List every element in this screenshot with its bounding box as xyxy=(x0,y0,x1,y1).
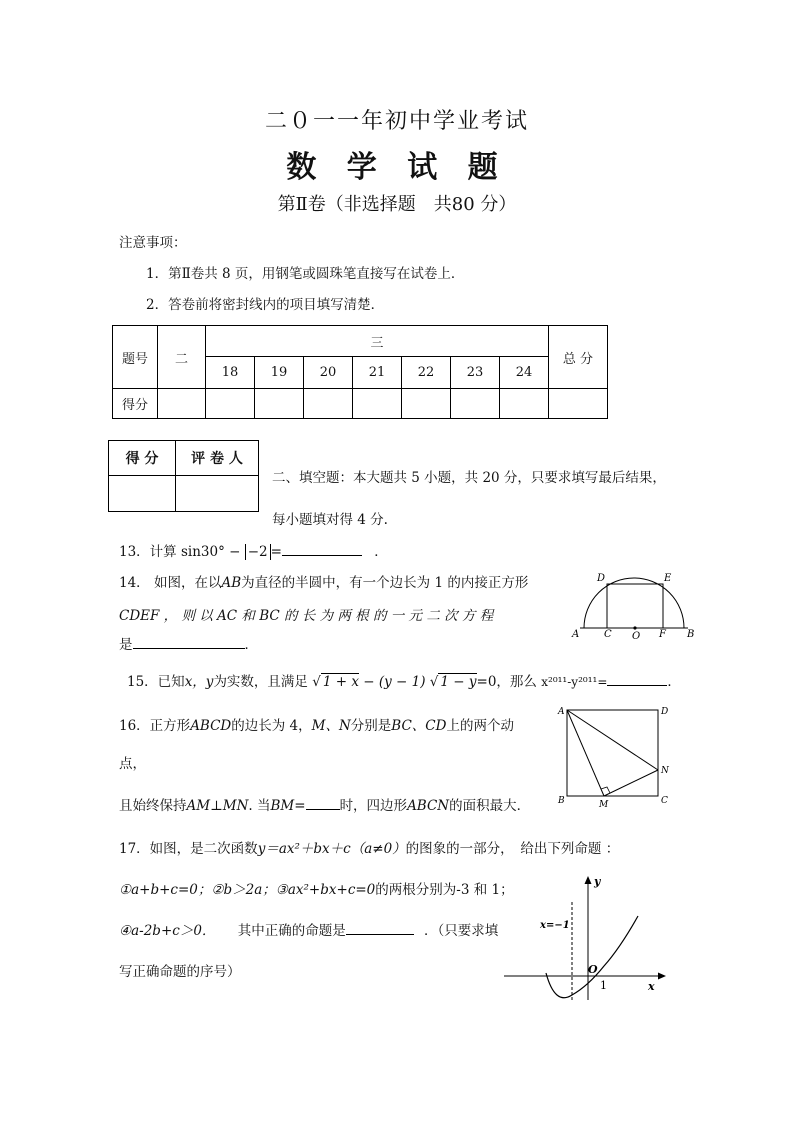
q14-text: 14． 如图，在以 xyxy=(119,575,222,591)
y-axis-arrow xyxy=(585,876,592,884)
question-number: 20 xyxy=(304,357,353,389)
q14-answer-blank[interactable] xyxy=(133,634,245,649)
question-number: 24 xyxy=(500,357,549,389)
parabola-figure xyxy=(500,868,672,1003)
q17-answer-blank[interactable] xyxy=(346,920,414,935)
square-figure xyxy=(555,703,675,808)
origin-label: O xyxy=(588,963,598,976)
label-b: B xyxy=(558,796,565,806)
segment-mn xyxy=(604,770,658,796)
q13-answer-blank[interactable] xyxy=(282,541,362,556)
q15-text: =0，那么 xyxy=(476,674,537,690)
score-cell[interactable] xyxy=(206,389,255,419)
center-point xyxy=(633,626,636,629)
label-f: F xyxy=(659,629,666,640)
question-14-line1 xyxy=(119,571,528,591)
label-b: B xyxy=(687,629,695,640)
q16-var: BC、CD xyxy=(391,718,447,734)
q16-text: 且始终保持 xyxy=(119,798,187,814)
question-number: 23 xyxy=(451,357,500,389)
question-16-line2: 点， xyxy=(119,756,146,772)
q16-text: 时，四边形 xyxy=(339,798,408,814)
q16-var: ABCD xyxy=(190,718,232,734)
label-e: E xyxy=(664,573,672,584)
q16-var: M、N xyxy=(311,718,351,734)
q14-text: 为直径的半圆中，有一个边长为 1 的内接正方形 xyxy=(241,575,529,591)
question-15 xyxy=(127,670,681,690)
q17-text: 17．如图，是二次函数 xyxy=(119,841,258,857)
question-17-line2 xyxy=(119,878,514,898)
q15-answer-blank[interactable] xyxy=(607,671,667,686)
label-d: D xyxy=(661,707,669,717)
grader-score-cell[interactable] xyxy=(109,476,176,512)
question-number-label: 题号 xyxy=(113,326,158,389)
q15-text: 为实数，且满足 xyxy=(213,674,308,690)
section2-instruction-cont: 每小题填对得 4 分. xyxy=(272,512,388,528)
score-cell[interactable] xyxy=(451,389,500,419)
question-number: 22 xyxy=(402,357,451,389)
q16-text: 16．正方形 xyxy=(119,718,191,734)
q17-statements: ①a+b+c=0；②b＞2a；③ax²+bx+c=0 xyxy=(119,882,376,898)
q16-text: 的面积最大． xyxy=(449,798,531,814)
inscribed-square xyxy=(607,584,663,628)
label-c: C xyxy=(661,796,668,806)
question-17-line1 xyxy=(119,837,619,857)
sqrt-symbol: √ xyxy=(429,674,439,690)
score-cell[interactable] xyxy=(353,389,402,419)
q16-text: 分别是 xyxy=(350,718,392,734)
q16-text: 上的两个动 xyxy=(446,718,514,734)
q13-prefix: 13．计算 sin30° − xyxy=(119,544,241,560)
segment-am xyxy=(567,710,604,796)
q17-text: 的两根分别为-3 和 1； xyxy=(375,882,514,898)
q13-period: ． xyxy=(374,544,388,560)
q13-equals: = xyxy=(270,544,282,560)
y-axis-label: y xyxy=(594,875,601,888)
question-number: 19 xyxy=(255,357,304,389)
q15-radicand-1: 1 + x xyxy=(322,674,359,690)
sqrt-symbol: √ xyxy=(312,674,321,690)
q15-period: ． xyxy=(667,674,681,690)
label-m: M xyxy=(599,800,609,808)
q16-text: . 当 xyxy=(248,798,271,814)
label-a: A xyxy=(572,629,580,640)
q14-ab: AB xyxy=(221,575,242,591)
score-cell[interactable] xyxy=(304,389,353,419)
notes-item-2: 2．答卷前将密封线内的项目填写清楚． xyxy=(146,297,385,313)
q15-middle-term: − (y − 1) xyxy=(358,674,426,690)
grader-name-label: 评 卷 人 xyxy=(176,441,259,476)
q15-expression: x²⁰¹¹-y²⁰¹¹= xyxy=(541,675,608,689)
question-13 xyxy=(119,540,388,560)
label-a: A xyxy=(558,707,565,717)
exam-subject-title: 数 学 试 题 xyxy=(286,150,508,185)
question-14-line2: CDEF ， 则 以 AC 和 BC 的 长 为 两 根 的 一 元 二 次 方 程 xyxy=(119,608,494,624)
q13-absolute-value: −2 xyxy=(245,544,271,560)
section2-instruction: 二、填空题：本大题共 5 小题，共 20 分，只要求填写最后结果， xyxy=(272,470,666,486)
question-14-line3 xyxy=(119,633,258,653)
q16-var: AM⊥MN xyxy=(186,798,249,814)
semicircle-figure xyxy=(570,570,700,642)
q17-text: 其中正确的命题是 xyxy=(237,923,346,939)
score-cell[interactable] xyxy=(500,389,549,419)
score-cell[interactable] xyxy=(255,389,304,419)
q17-text: 的图象的一部分， 给出下列命题 ： xyxy=(405,841,620,857)
grader-score-label: 得 分 xyxy=(109,441,176,476)
square-abcd xyxy=(567,710,658,796)
x-axis-label: x xyxy=(648,980,655,993)
q15-vars: x，y xyxy=(184,674,214,690)
question-17-line4: 写正确命题的序号） xyxy=(119,964,241,980)
q15-text: 15．已知 xyxy=(127,674,185,690)
col-total-label: 总 分 xyxy=(549,326,608,389)
question-number: 18 xyxy=(206,357,255,389)
q14-period: ． xyxy=(244,637,258,653)
score-cell[interactable] xyxy=(549,389,608,419)
q17-text: ．（只要求填 xyxy=(424,923,499,939)
q16-var: ABCN xyxy=(407,798,450,814)
symmetry-label: x=−1 xyxy=(540,920,570,931)
question-16-line1 xyxy=(119,714,514,734)
semicircle-arc xyxy=(584,578,684,628)
q17-statement-4: ④a-2b+c＞0． xyxy=(119,923,216,939)
question-17-line3 xyxy=(119,919,498,939)
question-number: 21 xyxy=(353,357,402,389)
tick-label-one: 1 xyxy=(600,979,607,992)
q16-var: BM= xyxy=(270,798,306,814)
q16-text: 的边长为 4， xyxy=(231,718,312,734)
grader-box xyxy=(108,440,259,512)
q15-radicand-2: 1 − y xyxy=(440,674,477,690)
q14-text: 是 xyxy=(119,637,133,653)
label-d: D xyxy=(597,573,606,584)
score-table xyxy=(112,325,608,419)
x-axis-arrow xyxy=(658,973,666,980)
q16-answer-blank[interactable] xyxy=(306,795,340,810)
exam-header-title: 二０一一年初中学业考试 xyxy=(264,109,529,134)
col-two-label: 二 xyxy=(158,326,206,389)
notes-heading: 注意事项： xyxy=(119,235,187,251)
label-c: C xyxy=(604,629,612,640)
exam-section-title: 第Ⅱ卷（非选择题 共80 分） xyxy=(277,194,517,215)
segment-an xyxy=(567,710,658,770)
label-n: N xyxy=(661,766,669,776)
label-o: O xyxy=(632,631,641,642)
score-cell[interactable] xyxy=(402,389,451,419)
q17-function: y＝ax²＋bx＋c（a≠0） xyxy=(257,841,406,857)
question-16-line3 xyxy=(119,794,530,814)
score-row-label: 得分 xyxy=(113,389,158,419)
notes-item-1: 1．第Ⅱ卷共 8 页，用钢笔或圆珠笔直接写在试卷上． xyxy=(146,266,465,282)
score-cell[interactable] xyxy=(158,389,206,419)
grader-name-cell[interactable] xyxy=(176,476,259,512)
col-three-label: 三 xyxy=(206,326,549,357)
